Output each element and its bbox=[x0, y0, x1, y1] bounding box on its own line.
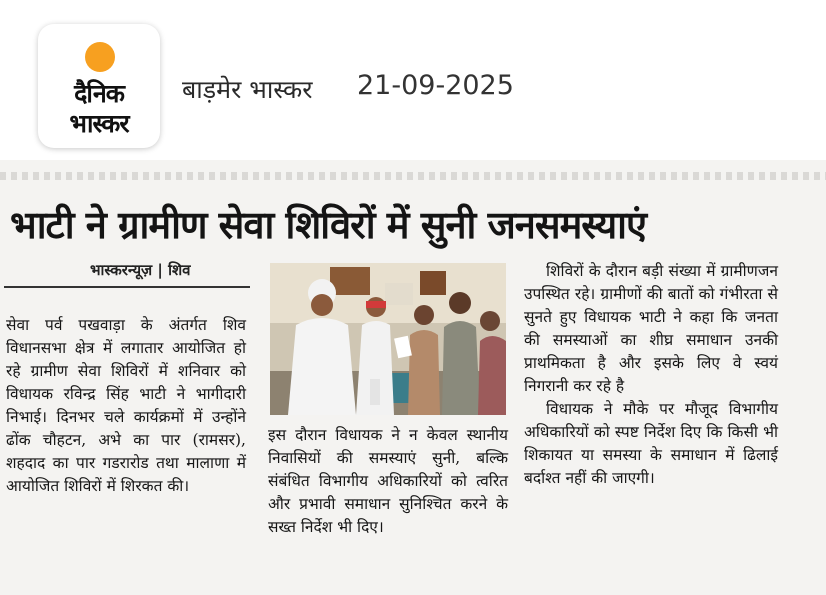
photo-illustration bbox=[270, 263, 506, 415]
article-photo bbox=[270, 263, 506, 415]
column-2-text: इस दौरान विधायक ने न केवल स्थानीय निवासियों की समस्याएं सुनी, बल्कि संबंधित विभागीय अधिकारियों को त्वरित और प्रभावी समाधान सुनिश्चित करने के सख्त निर्देश भी दिए। bbox=[268, 426, 508, 536]
dainik-bhaskar-logo[interactable] bbox=[38, 24, 160, 148]
header bbox=[0, 0, 826, 160]
column-divider bbox=[4, 286, 250, 288]
logo-text-line2: भास्कर bbox=[69, 109, 129, 138]
article-column-1 bbox=[6, 314, 246, 498]
article-column-2 bbox=[268, 424, 508, 539]
article-headline: भाटी ने ग्रामीण सेवा शिविरों में सुनी जनसमस्याएं bbox=[10, 202, 646, 247]
column-3-paragraph-2: विधायक ने मौके पर मौजूद विभागीय अधिकारियों को स्पष्ट निर्देश दिए कि किसी भी शिकायत या समस्या के समाधान में ढिलाई बर्दाश्त नहीं की जाएगी। bbox=[524, 400, 778, 487]
logo-text-line1: दैनिक bbox=[74, 79, 124, 108]
column-3-paragraph-1: शिविरों के दौरान बड़ी संख्या में ग्रामीणजन उपस्थित रहे। ग्रामीणों की बातों को गंभीरता से सुनते हुए विधायक भाटी ने कहा कि जनता की समस्याओं का शीघ्र समाधान उनकी प्राथमिकता है और इसके लिए वे स्वयं निगरानी कर रहे है bbox=[524, 262, 778, 395]
newspaper-clipping bbox=[0, 160, 826, 595]
column-1-text: सेवा पर्व पखवाड़ा के अंतर्गत शिव विधानसभा क्षेत्र में लगातार आयोजित हो रहे ग्रामीण सेवा शिविरों में शनिवार को विधायक रविन्द्र सिंह भाटी ने भागीदारी निभाई। दिनभर चले कार्यक्रमों में उन्होंने ढोंक चौहटन, अभे का पार (रामसर), शहदाद का पार गडरारोड तथा मालाणा में आयोजित शिविरों में शिरकत की। bbox=[6, 316, 246, 495]
article-column-3 bbox=[524, 260, 778, 490]
sun-icon bbox=[85, 42, 115, 72]
publication-date: 21-09-2025 bbox=[357, 70, 514, 101]
article-byline: भास्करन्यूज़ | शिव bbox=[90, 261, 191, 279]
edition-name: बाड़मेर भास्कर bbox=[182, 75, 313, 104]
cut-text-remnant bbox=[0, 172, 826, 180]
